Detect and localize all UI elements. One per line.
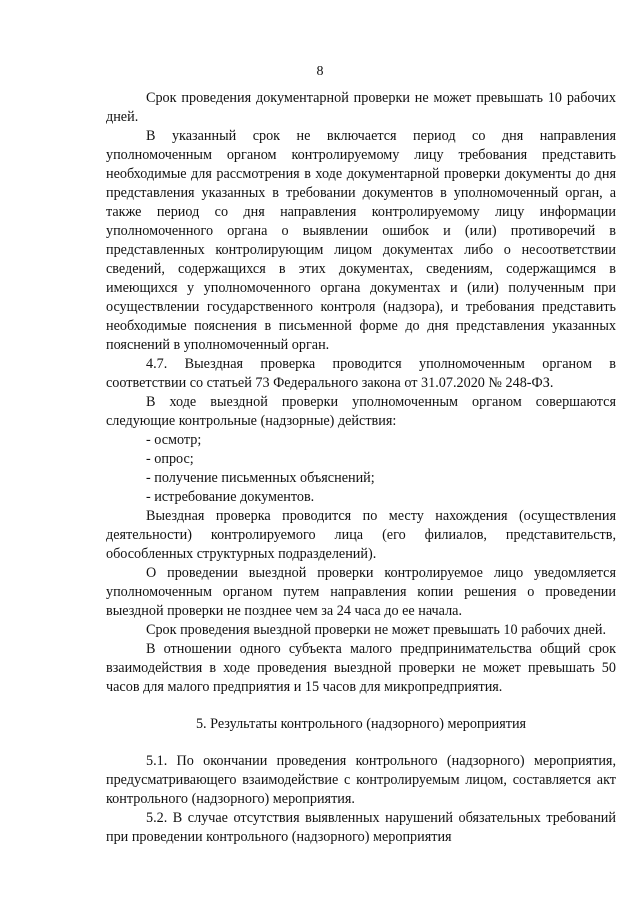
actions-list (106, 431, 616, 507)
paragraph-notification: О проведении выездной проверки контролируемое лицо уведомляется уполномоченным органом путем направления копии решения о проведении выездной проверки не позднее чем за 24 часа до ее начала. (106, 565, 616, 619)
list-item: - получение письменных объяснений; (146, 470, 375, 486)
list-item: - осмотр; (146, 432, 202, 448)
document-body (106, 89, 616, 847)
section-heading: 5. Результаты контрольного (надзорного) мероприятия (195, 716, 527, 732)
paragraph-inspection-location: Выездная проверка проводится по месту нахождения (осуществления деятельности) контролируемого лица (его филиалов, представительств, обособленных структурных подразделений). (106, 508, 616, 562)
paragraph-5-1: 5.1. По окончании проведения контрольного (надзорного) мероприятия, предусматривающего взаимодействие с контролируемым лицом, составляется акт контрольного (надзорного) мероприятия. (106, 753, 616, 807)
page-number: 8 (316, 64, 324, 79)
paragraph-small-business-limit: В отношении одного субъекта малого предпринимательства общий срок взаимодействия в ходе проведения выездной проверки не может превышать 50 часов для малого предприятия и 15 часов для микропредприятия. (106, 641, 616, 695)
paragraph-5-2: 5.2. В случае отсутствия выявленных нарушений обязательных требований при проведении контрольного (надзорного) мероприятия (106, 810, 616, 845)
list-item: - истребование документов. (146, 489, 315, 505)
paragraph-actions-intro: В ходе выездной проверки уполномоченным органом совершаются следующие контрольные (надзорные) действия: (106, 394, 616, 429)
paragraph-inspection-term: Срок проведения документарной проверки не может превышать 10 рабочих дней. (106, 90, 616, 125)
list-item: - опрос; (146, 451, 194, 467)
paragraph-excluded-period: В указанный срок не включается период со дня направления уполномоченным органом контролируемому лицу требования представить необходимые для рассмотрения в ходе документарной проверки документы до дня представления указанных в требовании документов в уполномоченный орган, а также период со дня направления контролируемому лицу информации уполномоченного органа о выявлении ошибок и (или) противоречий в представленных контролирующим лицом документах либо о несоответствии сведений, содержащихся в этих документах, сведениям, содержащимся в имеющихся у уполномоченного органа документах и (или) полученным при осуществлении государственного контроля (надзора), и требования представить необходимые пояснения в письменной форме до дня представления указанных пояснений в уполномоченный орган. (106, 128, 616, 353)
paragraph-4-7: 4.7. Выездная проверка проводится уполномоченным органом в соответствии со статьей 73 Федерального закона от 31.07.2020 № 248-ФЗ. (106, 356, 616, 391)
paragraph-onsite-term: Срок проведения выездной проверки не может превышать 10 рабочих дней. (146, 622, 607, 638)
